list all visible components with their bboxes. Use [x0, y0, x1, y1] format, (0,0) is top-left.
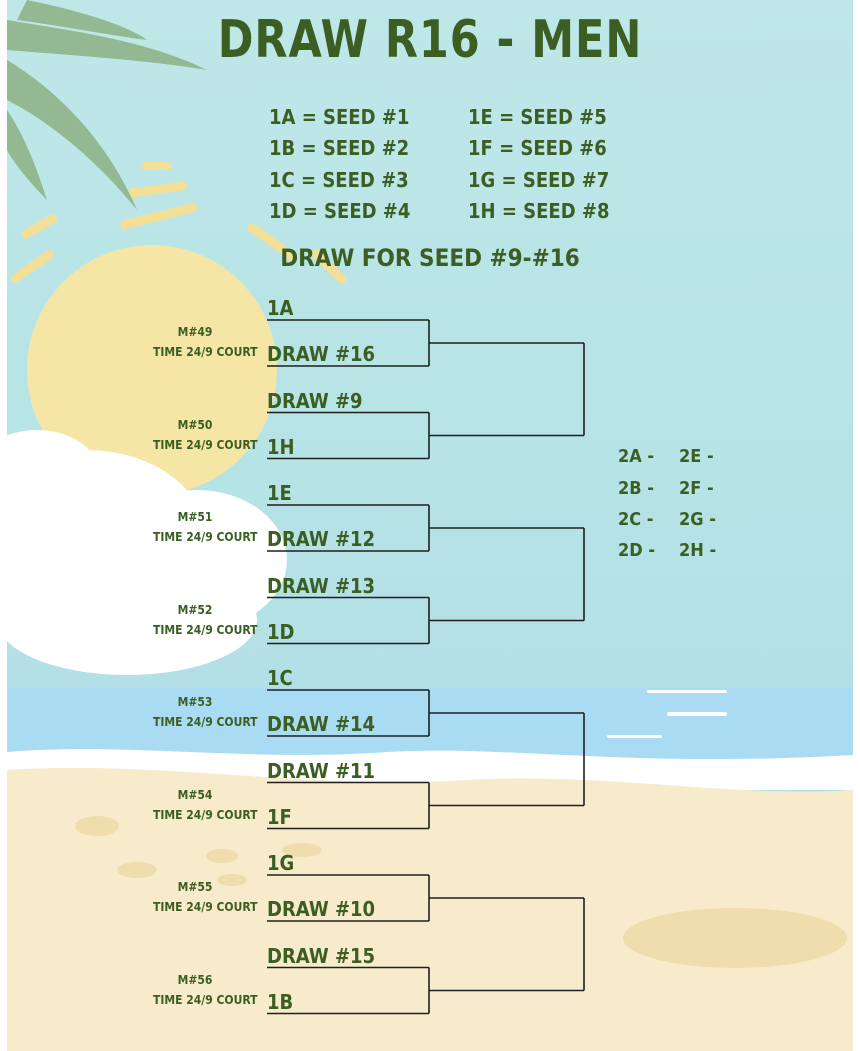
- page-title: DRAW R16 - MEN: [217, 10, 643, 70]
- result-slot: 2G -: [679, 509, 716, 530]
- match-time: TIME 24/9 COURT: [153, 992, 258, 1007]
- result-slot: 2C -: [618, 509, 654, 530]
- bracket-slot: DRAW #13: [267, 573, 376, 598]
- match-number: M#55: [177, 880, 213, 894]
- bracket-slot: DRAW #12: [267, 527, 376, 551]
- bracket-slot: 1E: [267, 481, 292, 505]
- seed-legend-item: 1G = SEED #7: [468, 168, 610, 192]
- bracket-slot: 1A: [267, 296, 294, 320]
- match-time: TIME 24/9 COURT: [153, 437, 258, 452]
- bracket-slot: DRAW #15: [267, 943, 376, 968]
- match-number: M#54: [177, 787, 213, 802]
- result-slot: 2E -: [679, 446, 714, 467]
- match-number: M#50: [177, 417, 213, 432]
- match-number: M#56: [177, 972, 213, 987]
- poster: [7, 0, 853, 1051]
- match-number: M#52: [177, 602, 213, 617]
- bracket-slot: DRAW #9: [267, 388, 363, 413]
- result-slot: 2B -: [618, 478, 654, 499]
- bracket-slot: DRAW #14: [267, 712, 376, 736]
- bracket-slot: DRAW #16: [267, 342, 376, 366]
- bracket-slot: DRAW #10: [267, 897, 376, 921]
- bracket-slot: DRAW #11: [267, 758, 376, 783]
- result-slot: 2H -: [679, 540, 717, 561]
- match-time: TIME 24/9 COURT: [153, 900, 258, 914]
- result-slot: 2D -: [618, 540, 656, 561]
- match-time: TIME 24/9 COURT: [153, 807, 258, 822]
- match-time: TIME 24/9 COURT: [153, 715, 258, 729]
- bracket-slot: 1G: [267, 851, 295, 875]
- match-time: TIME 24/9 COURT: [153, 530, 258, 544]
- seed-legend-item: 1H = SEED #8: [468, 199, 610, 223]
- seed-legend-item: 1E = SEED #5: [468, 105, 607, 129]
- bracket-slot: 1F: [267, 804, 292, 829]
- bracket-slot: 1D: [267, 619, 295, 644]
- seed-legend-item: 1F = SEED #6: [468, 136, 607, 160]
- bracket-slot: 1H: [267, 434, 295, 459]
- seed-legend-item: 1B = SEED #2: [269, 136, 410, 160]
- seed-legend-item: 1A = SEED #1: [269, 105, 410, 129]
- result-slot: 2F -: [679, 478, 714, 499]
- match-number: M#51: [177, 510, 213, 524]
- match-number: M#49: [177, 325, 213, 339]
- bracket-slot: 1B: [267, 989, 294, 1014]
- draw-subtitle: DRAW FOR SEED #9-#16: [280, 244, 580, 272]
- seed-legend-item: 1C = SEED #3: [269, 168, 409, 192]
- bracket-lines: [7, 0, 853, 1051]
- match-number: M#53: [177, 695, 213, 709]
- result-slot: 2A -: [618, 446, 655, 467]
- match-time: TIME 24/9 COURT: [153, 622, 258, 637]
- match-time: TIME 24/9 COURT: [153, 345, 258, 359]
- seed-legend-item: 1D = SEED #4: [269, 199, 411, 223]
- bracket-slot: 1C: [267, 666, 293, 690]
